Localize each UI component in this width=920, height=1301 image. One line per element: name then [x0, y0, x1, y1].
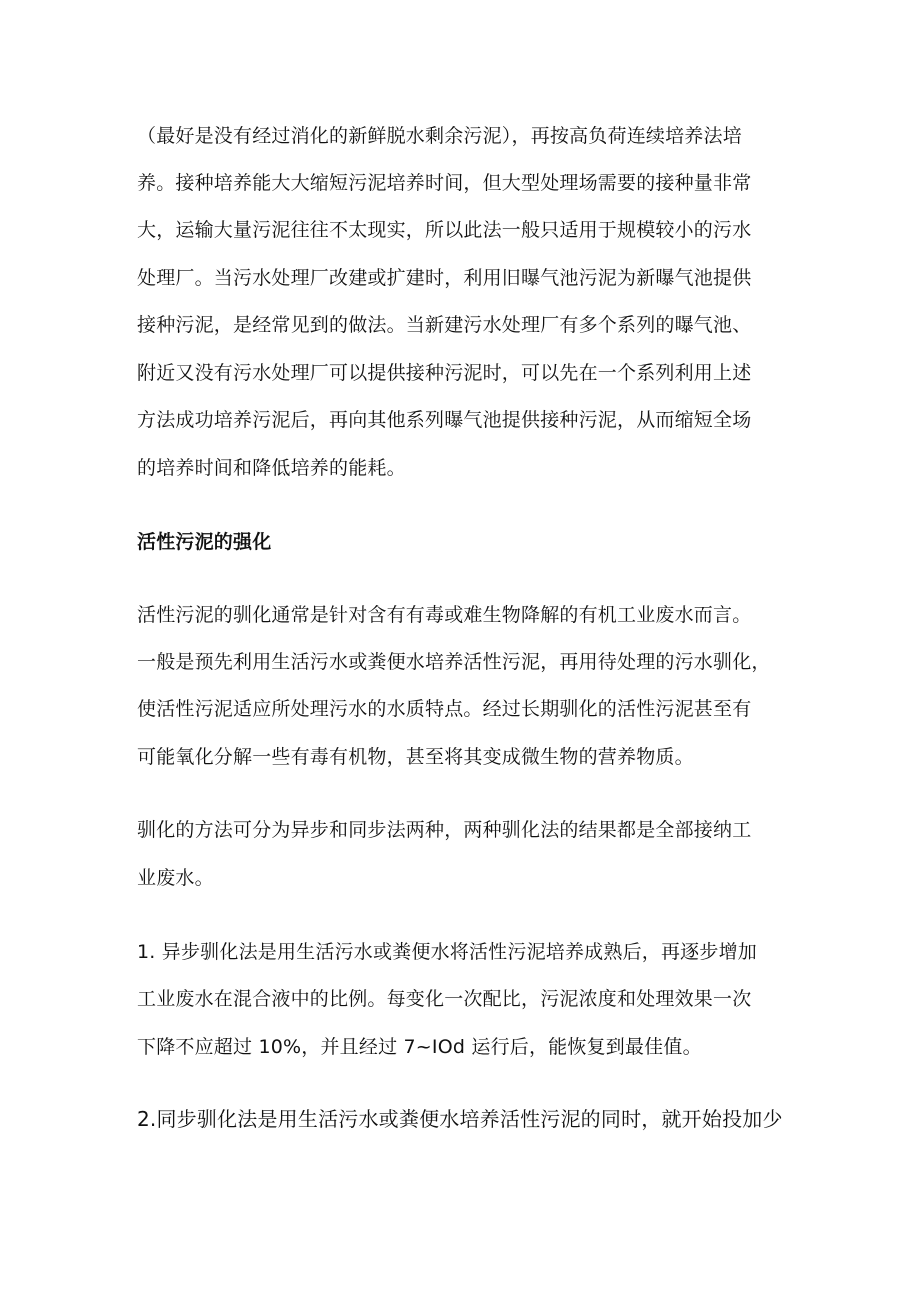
paragraph-1-line-3: 大，运输大量污泥往往不太现实，所以此法一般只适用于规模较小的污水	[137, 219, 752, 241]
paragraph-2-line-4: 可能氧化分解一些有毒有机物，甚至将其变成微生物的营养物质。	[137, 746, 694, 768]
paragraph-1-line-8: 的培养时间和降低培养的能耗。	[137, 457, 406, 479]
paragraph-1-line-1: （最好是没有经过消化的新鲜脱水剩余污泥），再按高负荷连续培养法培	[137, 125, 742, 147]
paragraph-4-line-2: 工业废水在混合液中的比例。每变化一次配比，污泥浓度和处理效果一次	[137, 988, 752, 1010]
paragraph-4-line-1: 1. 异步驯化法是用生活污水或粪便水将活性污泥培养成熟后，再逐步增加	[137, 941, 757, 963]
paragraph-3-line-1: 驯化的方法可分为异步和同步法两种，两种驯化法的结果都是全部接纳工	[137, 819, 752, 841]
paragraph-2-line-1: 活性污泥的驯化通常是针对含有有毒或难生物降解的有机工业废水而言。	[137, 604, 752, 626]
paragraph-1-line-7: 方法成功培养污泥后，再向其他系列曝气池提供接种污泥，从而缩短全场	[137, 409, 752, 431]
paragraph-4-line-3: 下降不应超过 10%，并且经过 7~IOd 运行后，能恢复到最佳值。	[137, 1036, 702, 1058]
paragraph-1-line-2: 养。接种培养能大大缩短污泥培养时间，但大型处理场需要的接种量非常	[137, 172, 752, 194]
section-heading: 活性污泥的强化	[137, 531, 272, 553]
paragraph-1-line-5: 接种污泥，是经常见到的做法。当新建污水处理厂有多个系列的曝气池、	[137, 314, 752, 336]
paragraph-1-line-6: 附近又没有污水处理厂可以提供接种污泥时，可以先在一个系列利用上述	[137, 362, 752, 384]
paragraph-1-line-4: 处理厂。当污水处理厂改建或扩建时，利用旧曝气池污泥为新曝气池提供	[137, 267, 752, 289]
paragraph-5-line-1: 2.同步驯化法是用生活污水或粪便水培养活性污泥的同时，就开始投加少	[137, 1107, 783, 1131]
paragraph-2-line-2: 一般是预先利用生活污水或粪便水培养活性污泥，再用待处理的污水驯化，	[137, 651, 771, 673]
paragraph-3-line-2: 业废水。	[137, 867, 214, 889]
paragraph-2-line-3: 使活性污泥适应所处理污水的水质特点。经过长期驯化的活性污泥甚至有	[137, 698, 752, 720]
